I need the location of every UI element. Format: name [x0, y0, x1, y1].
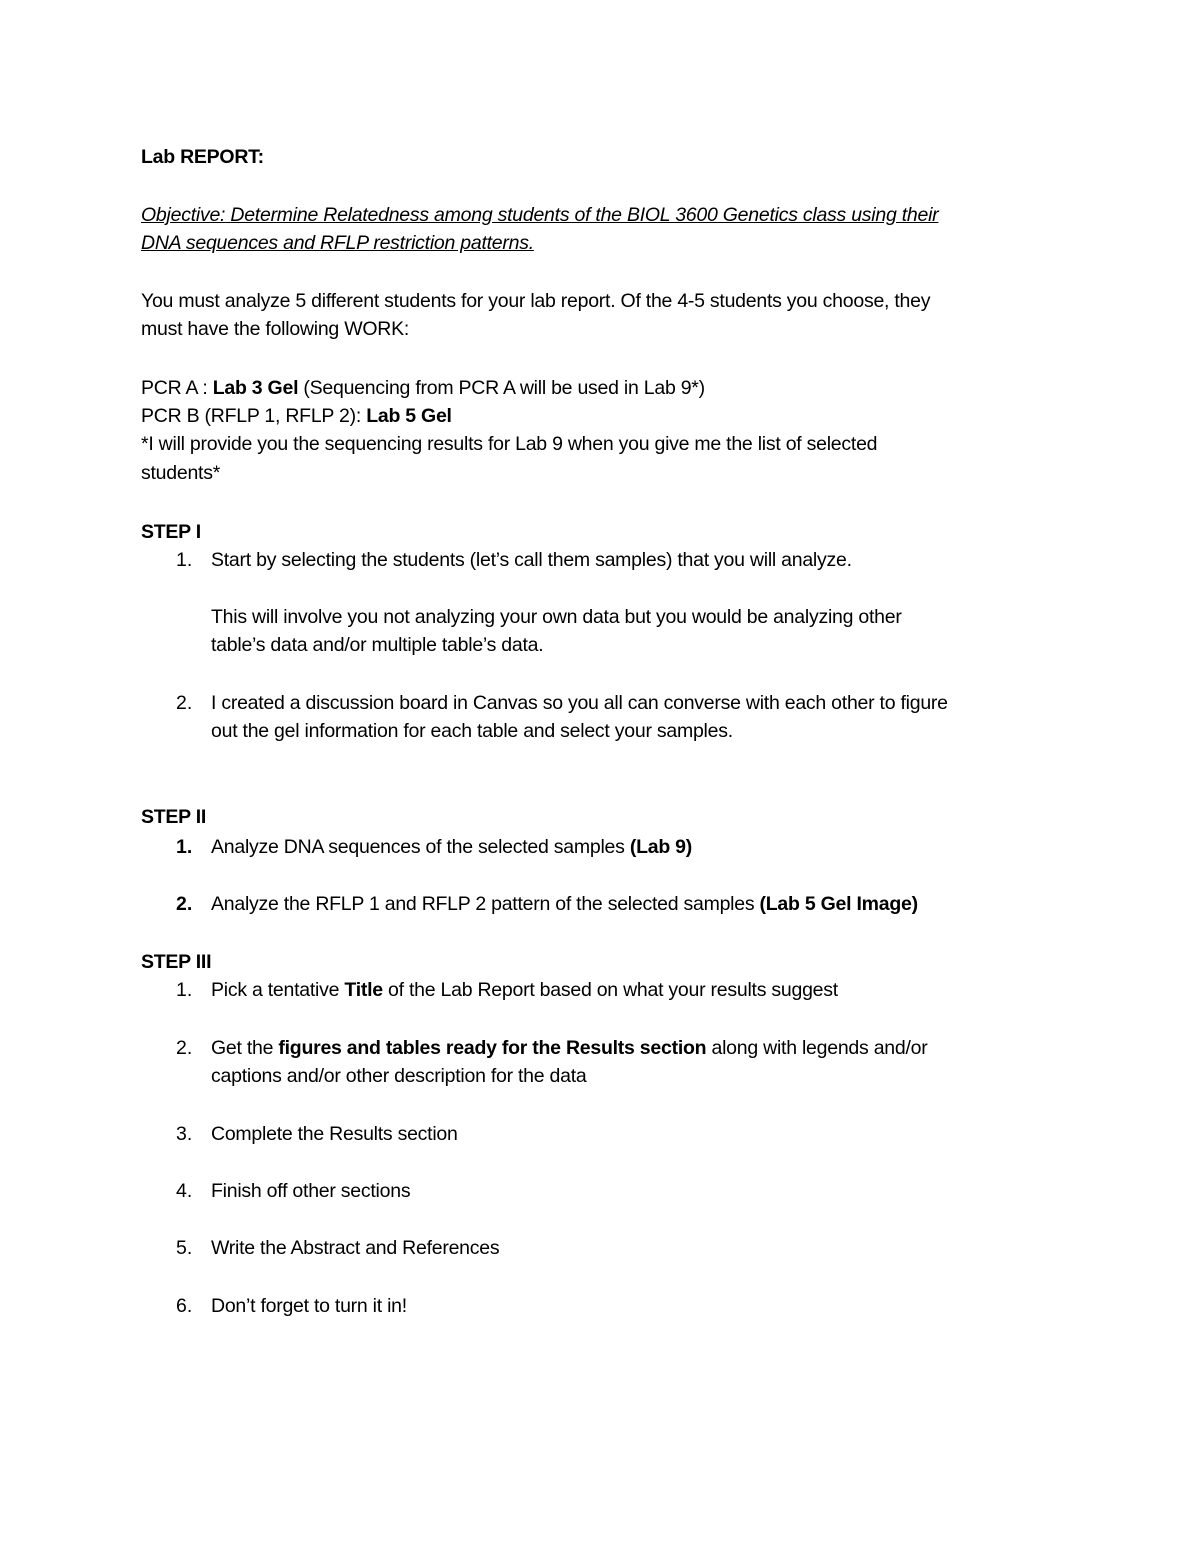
objective-line-2: DNA sequences and RFLP restriction patterns. [141, 232, 534, 254]
objective-line-1: Objective: Determine Relatedness among students of the BIOL 3600 Genetics class using their [141, 204, 939, 226]
intro-line-1: You must analyze 5 different students for your lab report. Of the 4-5 students you choose, they [141, 290, 931, 312]
step-2-item-1: Analyze DNA sequences of the selected samples (Lab 9) [211, 836, 692, 858]
step-2-item-2-number: 2. [176, 893, 193, 915]
objective-label: Objective: [141, 204, 226, 226]
pcr-a-line: PCR A : Lab 3 Gel (Sequencing from PCR A will be used in Lab 9*) [141, 377, 705, 399]
step-3-item-6-number: 6. [176, 1295, 193, 1317]
step-3-item-1-number: 1. [176, 979, 193, 1001]
step-3-item-2-line-1: Get the figures and tables ready for the Results section along with legends and/or [211, 1037, 928, 1059]
pcr-b-line: PCR B (RFLP 1, RFLP 2): Lab 5 Gel [141, 405, 452, 427]
step-3-item-2-line-2: captions and/or other description for the data [211, 1065, 587, 1087]
step-1-item-1-note-line-2: table’s data and/or multiple table’s data. [211, 634, 544, 656]
step-3-item-1: Pick a tentative Title of the Lab Report based on what your results suggest [211, 979, 838, 1001]
step-1-item-1: Start by selecting the students (let’s call them samples) that you will analyze. [211, 549, 852, 571]
sequencing-note-line-1: *I will provide you the sequencing results for Lab 9 when you give me the list of selected [141, 433, 878, 455]
step-3-item-5: Write the Abstract and References [211, 1237, 500, 1259]
document-title: Lab REPORT: [141, 146, 264, 168]
step-3-item-2-number: 2. [176, 1037, 193, 1059]
step-2-heading: STEP II [141, 806, 207, 828]
step-3-item-6: Don’t forget to turn it in! [211, 1295, 407, 1317]
step-3-item-4: Finish off other sections [211, 1180, 411, 1202]
step-3-item-4-number: 4. [176, 1180, 193, 1202]
step-3-item-3-number: 3. [176, 1123, 193, 1145]
step-2-item-2: Analyze the RFLP 1 and RFLP 2 pattern of the selected samples (Lab 5 Gel Image) [211, 893, 918, 915]
step-1-item-1-note-line-1: This will involve you not analyzing your own data but you would be analyzing other [211, 606, 902, 628]
step-3-item-5-number: 5. [176, 1237, 193, 1259]
step-1-item-2-line-2: out the gel information for each table and select your samples. [211, 720, 733, 742]
sequencing-note-line-2: students* [141, 462, 221, 484]
step-3-item-3: Complete the Results section [211, 1123, 458, 1145]
step-2-item-1-number: 1. [176, 836, 193, 858]
step-1-heading: STEP I [141, 521, 201, 543]
step-1-item-2-number: 2. [176, 692, 193, 714]
step-1-item-1-number: 1. [176, 549, 193, 571]
intro-line-2: must have the following WORK: [141, 318, 410, 340]
step-1-item-2-line-1: I created a discussion board in Canvas so you all can converse with each other to figure [211, 692, 948, 714]
step-3-heading: STEP III [141, 951, 212, 973]
